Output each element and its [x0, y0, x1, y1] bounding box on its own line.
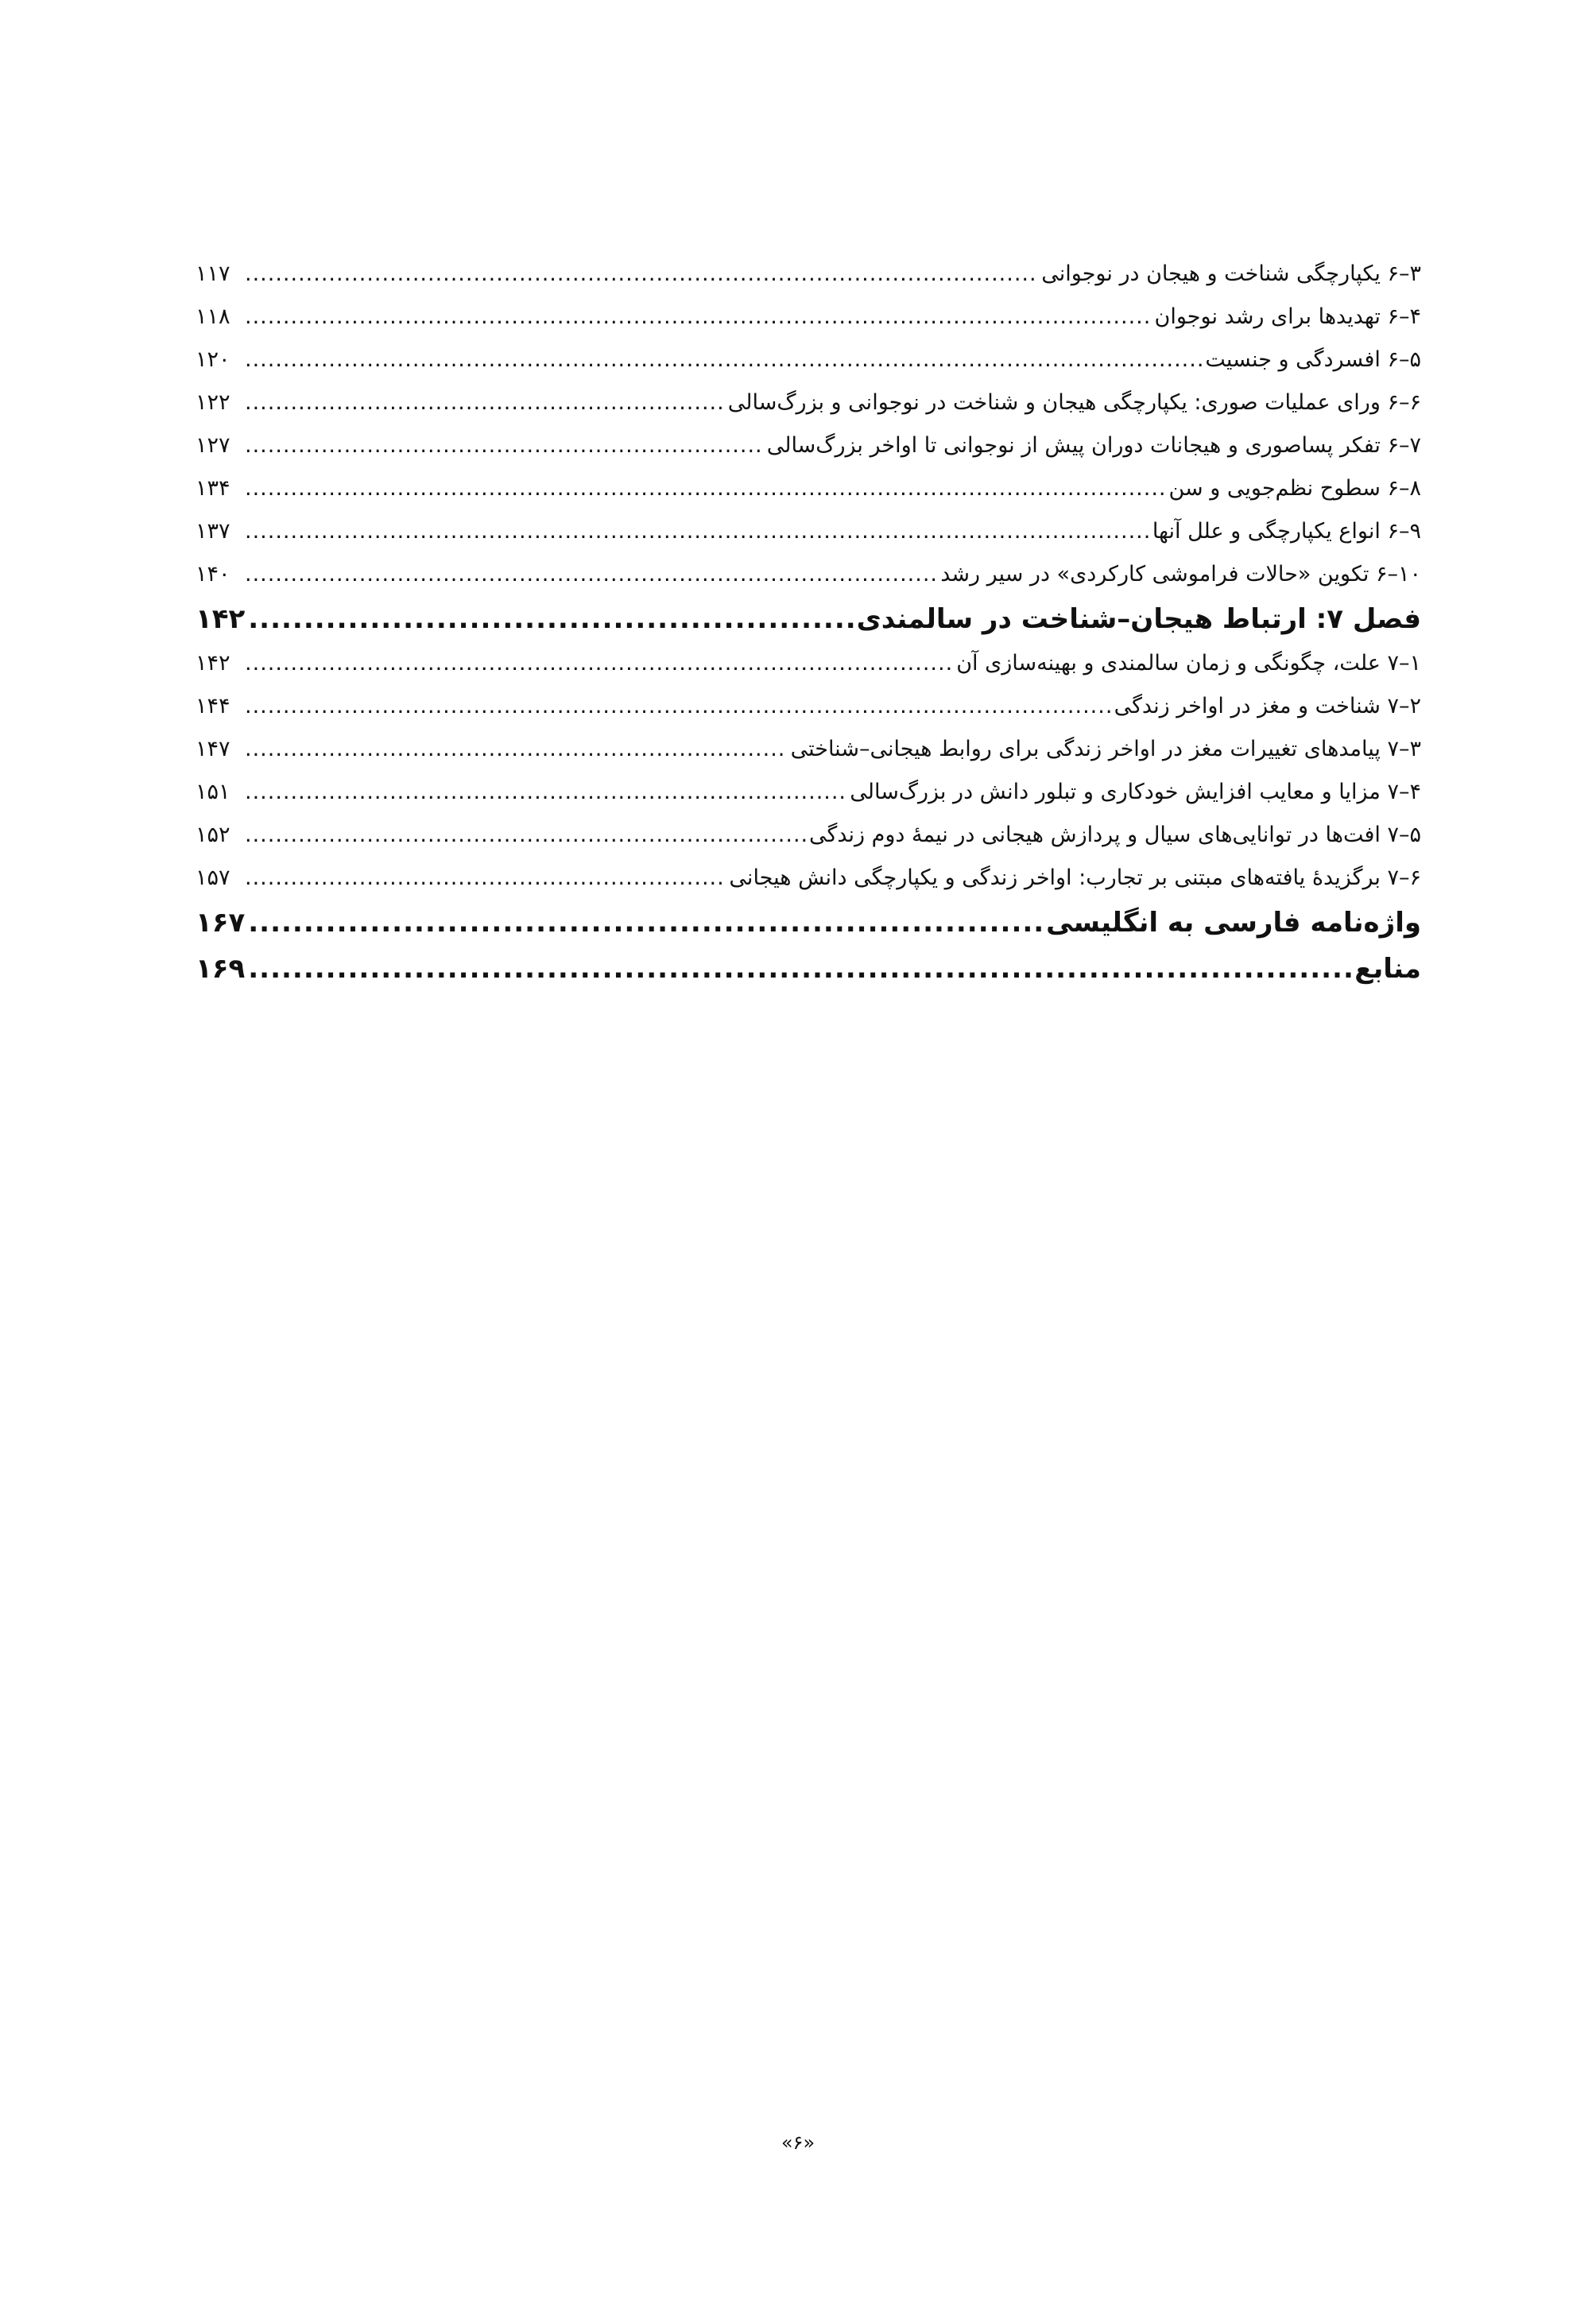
toc-entry[interactable]: [196, 296, 1421, 339]
toc-entry-title: ۳–۷ پیامدهای تغییرات مغز در اواخر زندگی برای روابط هیجانی–شناختی: [790, 737, 1421, 761]
toc-chapter-page: ۱۶۹: [196, 953, 246, 985]
toc-chapter-title: فصل ۷: ارتباط هیجان–شناخت در سالمندی: [856, 603, 1421, 635]
toc-entry-page: ۱۲۷: [196, 433, 230, 458]
table-of-contents: [196, 253, 1421, 992]
toc-entry[interactable]: [196, 771, 1421, 814]
toc-entry-page: ۱۵۷: [196, 865, 230, 890]
toc-dot-leader: [245, 642, 953, 685]
toc-entry-page: ۱۴۴: [196, 694, 230, 718]
toc-dot-leader: [248, 900, 1043, 946]
toc-entry-page: ۱۲۲: [196, 390, 230, 415]
toc-entry-title: ۹–۶ انواع یکپارچگی و علل آنها: [1152, 519, 1421, 544]
toc-dot-leader: [245, 728, 788, 771]
toc-entry-title: ۳–۶ یکپارچگی شناخت و هیجان در نوجوانی: [1041, 261, 1421, 286]
toc-entry-page: ۱۳۷: [196, 519, 230, 544]
toc-entry-title: ۴–۶ تهدیدها برای رشد نوجوان: [1154, 304, 1421, 329]
toc-entry[interactable]: [196, 467, 1421, 510]
toc-entry-title: ۷–۶ تفکر پساصوری و هیجانات دوران پیش از نوجوانی تا اواخر بزرگ‌سالی: [766, 433, 1421, 458]
toc-entry[interactable]: [196, 381, 1421, 424]
toc-entry-page: ۱۴۰: [196, 562, 230, 587]
toc-entry[interactable]: [196, 510, 1421, 553]
toc-entry-page: ۱۳۴: [196, 476, 230, 501]
toc-entry-page: ۱۲۰: [196, 347, 230, 372]
toc-entry-title: ۸–۶ سطوح نظم‌جویی و سن: [1168, 476, 1421, 501]
toc-dot-leader: [245, 296, 1152, 339]
toc-dot-leader: [245, 553, 937, 596]
toc-entry[interactable]: [196, 424, 1421, 467]
toc-dot-leader: [245, 771, 846, 814]
toc-entry[interactable]: [196, 814, 1421, 857]
toc-entry-page: ۱۴۷: [196, 737, 230, 761]
toc-entry[interactable]: [196, 253, 1421, 296]
toc-chapter-entry[interactable]: [196, 900, 1421, 946]
toc-entry-title: ۵–۷ افت‌ها در توانایی‌های سیال و پردازش هیجانی در نیمهٔ دوم زندگی: [808, 823, 1421, 847]
toc-entry[interactable]: [196, 553, 1421, 596]
toc-dot-leader: [245, 381, 725, 424]
toc-entry[interactable]: [196, 339, 1421, 381]
toc-dot-leader: [245, 424, 764, 467]
toc-entry-title: ۱–۷ علت، چگونگی و زمان سالمندی و بهینه‌سازی آن: [956, 651, 1421, 676]
toc-entry-title: ۱۰–۶ تکوین «حالات فراموشی کارکردی» در سیر رشد: [940, 562, 1421, 587]
toc-entry-title: ۶–۶ ورای عملیات صوری: یکپارچگی هیجان و شناخت در نوجوانی و بزرگ‌سالی: [727, 390, 1421, 415]
toc-entry-page: ۱۵۲: [196, 823, 230, 847]
toc-dot-leader: [245, 467, 1165, 510]
toc-chapter-title: منابع: [1354, 953, 1421, 985]
toc-chapter-page: ۱۶۷: [196, 907, 246, 939]
page-number: «۶»: [781, 2132, 815, 2154]
toc-chapter-entry[interactable]: [196, 596, 1421, 642]
toc-dot-leader: [248, 596, 853, 642]
toc-entry[interactable]: [196, 685, 1421, 728]
toc-entry-page: ۱۴۲: [196, 651, 230, 676]
toc-dot-leader: [248, 946, 1351, 992]
toc-entry-page: ۱۵۱: [196, 780, 230, 804]
toc-entry-title: ۶–۷ برگزیدهٔ یافته‌های مبتنی بر تجارب: اواخر زندگی و یکپارچگی دانش هیجانی: [729, 865, 1421, 890]
toc-entry[interactable]: [196, 857, 1421, 900]
toc-dot-leader: [245, 253, 1038, 296]
toc-chapter-page: ۱۴۲: [196, 603, 246, 635]
toc-entry-title: ۵–۶ افسردگی و جنسیت: [1205, 347, 1421, 372]
toc-entry-page: ۱۱۷: [196, 261, 230, 286]
toc-dot-leader: [245, 339, 1202, 381]
toc-chapter-entry[interactable]: [196, 946, 1421, 992]
toc-entry-title: ۲–۷ شناخت و مغز در اواخر زندگی: [1114, 694, 1421, 718]
toc-dot-leader: [245, 510, 1149, 553]
toc-entry[interactable]: [196, 728, 1421, 771]
toc-dot-leader: [245, 857, 726, 900]
toc-entry[interactable]: [196, 642, 1421, 685]
toc-chapter-title: واژه‌نامه فارسی به انگلیسی: [1046, 907, 1421, 939]
toc-dot-leader: [245, 814, 806, 857]
toc-entry-title: ۴–۷ مزایا و معایب افزایش خودکاری و تبلور دانش در بزرگ‌سالی: [850, 780, 1421, 804]
toc-entry-page: ۱۱۸: [196, 304, 230, 329]
toc-dot-leader: [245, 685, 1111, 728]
